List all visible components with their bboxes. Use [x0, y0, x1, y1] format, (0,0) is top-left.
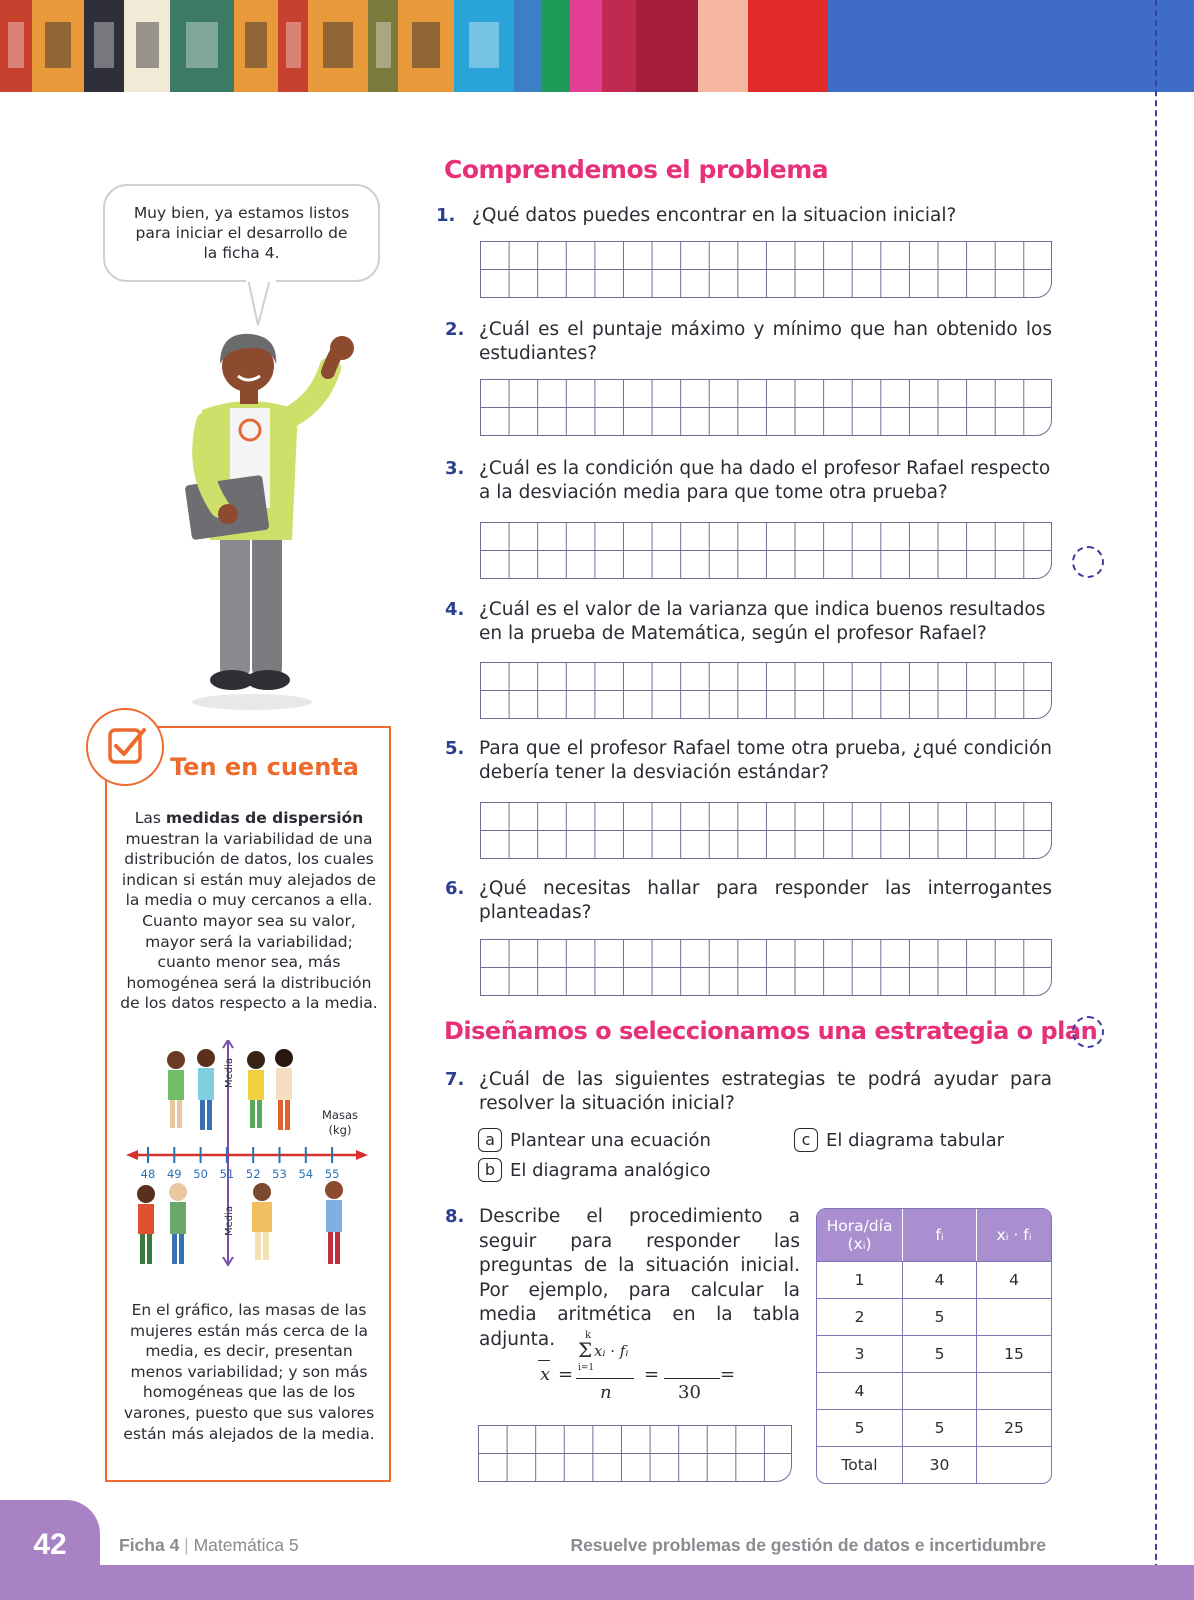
table-cell: 5: [903, 1335, 977, 1372]
table-cell[interactable]: [977, 1446, 1051, 1483]
banner-motif: [323, 22, 353, 68]
axis-tick-label: 49: [166, 1167, 182, 1181]
bubble-tail: [246, 279, 276, 327]
question-6: [445, 877, 1052, 925]
question-number: 7.: [445, 1069, 465, 1090]
table-cell: 5: [903, 1409, 977, 1446]
question-number: 3.: [445, 458, 465, 479]
option-letter: b: [478, 1158, 502, 1182]
xbar-overline: [538, 1360, 550, 1361]
banner-motif: [45, 22, 71, 68]
axis-label-masas: Masas: [322, 1108, 358, 1122]
banner-stripe: [308, 0, 368, 92]
question-number: 2.: [445, 319, 465, 340]
axis-ticks: [141, 1147, 340, 1181]
men-figures: [137, 1181, 343, 1264]
banner-motif: [94, 22, 114, 68]
question-number: 4.: [445, 599, 465, 620]
header-fi: fᵢ: [903, 1209, 977, 1261]
question-number: 5.: [445, 738, 465, 759]
banner-stripe: [278, 0, 308, 92]
textile-banner: [0, 0, 1194, 92]
page-number: 42: [33, 1528, 67, 1561]
banner-stripe: [32, 0, 84, 92]
table-cell: 4: [977, 1261, 1051, 1298]
dispersion-intro: [120, 808, 378, 1014]
banner-motif: [245, 22, 267, 68]
answer-grid-6[interactable]: [480, 939, 1052, 996]
question-text: ¿Cuál es el valor de la varianza que indica buenos resultados en la prueba de Matemática, según el profesor Rafael?: [479, 599, 1046, 644]
footer-ficha: [119, 1535, 299, 1556]
option-c[interactable]: [794, 1128, 1004, 1152]
banner-stripe: [398, 0, 454, 92]
banner-stripe: [368, 0, 398, 92]
option-letter: c: [794, 1128, 818, 1152]
formula-equals: =: [644, 1364, 660, 1385]
banner-stripe: [124, 0, 170, 92]
axis-tick-label: 48: [140, 1167, 156, 1181]
question-1: [436, 204, 1062, 228]
intro-rest: muestran la variabilidad de una distribución de datos, los cuales indican si están muy alejados de la media o muy cercanos a ella. Cuanto mayor sea su valor, mayor será la variabilidad; cuanto menor sea, más homogénea será la distribución de los datos respecto a la media.: [120, 829, 378, 1013]
question-text: Describe el procedimiento a seguir para responder las preguntas de la situación inicial. Por ejemplo, para calcular la media aritmética en la tabla adjunta.: [479, 1206, 800, 1350]
table-cell: 15: [977, 1335, 1051, 1372]
table-cell: 2: [817, 1298, 903, 1335]
banner-stripe: [454, 0, 514, 92]
sum-sign: Σ: [578, 1338, 593, 1362]
section-title-comprendemos: Comprendemos el problema: [444, 155, 829, 184]
ten-en-cuenta-title: Ten en cuenta: [170, 753, 359, 781]
question-5: [445, 737, 1052, 785]
banner-stripe: [0, 0, 32, 92]
table-header-row: [817, 1209, 1051, 1261]
fraction-bar: [576, 1378, 634, 1379]
banner-motif: [376, 22, 391, 68]
fraction-bar-blank: [664, 1378, 720, 1379]
banner-stripe: [828, 0, 1194, 92]
sum-lower: i=1: [578, 1363, 595, 1373]
banner-motif: [469, 22, 499, 68]
header-xifi: xᵢ · fᵢ: [977, 1209, 1051, 1261]
footer-bar: [0, 1565, 1194, 1600]
banner-stripe: [636, 0, 698, 92]
table-cell[interactable]: [977, 1298, 1051, 1335]
table-cell: 1: [817, 1261, 903, 1298]
answer-grid-3[interactable]: [480, 522, 1052, 579]
answer-grid-5[interactable]: [480, 802, 1052, 859]
sum-upper: k: [585, 1330, 592, 1341]
axis-tick-label: 52: [245, 1167, 261, 1181]
dashed-circle-marker: [1072, 546, 1104, 578]
axis-tick-label: 50: [193, 1167, 208, 1181]
question-text: ¿Qué datos puedes encontrar en la situacion inicial?: [472, 205, 957, 226]
table-cell: 5: [903, 1298, 977, 1335]
banner-stripe: [748, 0, 828, 92]
question-4: [445, 598, 1064, 646]
intro-prefix: Las: [134, 809, 166, 827]
question-number: 1.: [436, 205, 456, 226]
axis-tick-label: 51: [219, 1167, 235, 1181]
formula-equals: =: [558, 1364, 574, 1385]
banner-motif: [8, 22, 24, 68]
formula-equals: =: [720, 1364, 736, 1385]
section-title-disenamos: Diseñamos o seleccionamos una estrategia o plan: [444, 1017, 1098, 1045]
banner-motif: [286, 22, 301, 68]
option-text: El diagrama analógico: [510, 1159, 711, 1181]
option-text: El diagrama tabular: [826, 1129, 1005, 1151]
footer-separator: |: [179, 1535, 194, 1555]
formula-denominator: n: [600, 1382, 612, 1403]
banner-stripe: [234, 0, 278, 92]
footer-competency: Resuelve problemas de gestión de datos e incertidumbre: [570, 1535, 1046, 1555]
option-b[interactable]: [478, 1158, 711, 1182]
dispersion-conclusion: En el gráfico, las masas de las mujeres están más cerca de la media, es decir, presentan menos variabilidad; y son más homogéneas que las de los varones, puesto que sus valores están más alejados de la media.: [123, 1301, 375, 1443]
banner-stripe: [170, 0, 234, 92]
bubble-line: Muy bien, ya estamos listos: [133, 204, 350, 222]
table-cell: 30: [903, 1446, 977, 1483]
question-number: 8.: [445, 1206, 465, 1227]
frequency-table: [816, 1208, 1052, 1484]
table-cell[interactable]: [903, 1372, 977, 1409]
media-label-bottom: Media: [224, 1205, 235, 1236]
dashed-circle-marker: [1072, 1016, 1104, 1048]
formula-denominator-30: 30: [678, 1382, 701, 1403]
option-letter: a: [478, 1128, 502, 1152]
table-cell: Total: [817, 1446, 903, 1483]
question-text: ¿Cuál de las siguientes estrategias te podrá ayudar para resolver la situación inicial?: [479, 1069, 1052, 1114]
bubble-line: para iniciar el desarrollo de: [135, 224, 348, 242]
mean-formula: [538, 1330, 748, 1404]
banner-stripe: [542, 0, 570, 92]
banner-motif: [412, 22, 440, 68]
banner-stripe: [84, 0, 124, 92]
axis-tick-label: 53: [272, 1167, 287, 1181]
footer-subject: Matemática 5: [193, 1535, 299, 1555]
checklist-icon: [86, 708, 164, 786]
teacher-illustration: [180, 330, 360, 710]
table-cell: 4: [903, 1261, 977, 1298]
question-text: ¿Cuál es el puntaje máximo y mínimo que han obtenido los estudiantes?: [479, 319, 1052, 364]
axis-tick-label: 55: [324, 1167, 340, 1181]
speech-bubble: [103, 184, 380, 282]
table-cell: 4: [817, 1372, 903, 1409]
table-row: [817, 1298, 1051, 1335]
intro-bold: medidas de dispersión: [165, 809, 364, 827]
table-cell: 5: [817, 1409, 903, 1446]
answer-grid-2[interactable]: [480, 379, 1052, 436]
question-8: [445, 1205, 800, 1352]
option-text: Plantear una ecuación: [510, 1129, 711, 1151]
question-number: 6.: [445, 878, 465, 899]
question-text: ¿Cuál es la condición que ha dado el profesor Rafael respecto a la desviación media para que tome otra prueba?: [479, 458, 1051, 503]
question-3: [445, 457, 1057, 505]
banner-stripe: [698, 0, 748, 92]
banner-motif: [136, 22, 159, 68]
media-label-top: Media: [224, 1057, 235, 1088]
bubble-line: la ficha 4.: [203, 244, 280, 262]
question-2: [445, 318, 1052, 366]
axis-label-kg: (kg): [328, 1123, 352, 1137]
formula-xbar: x: [540, 1364, 551, 1385]
table-cell: 3: [817, 1335, 903, 1372]
mass-number-line: [118, 1040, 380, 1290]
axis-tick-label: 54: [298, 1167, 314, 1181]
banner-stripe: [602, 0, 636, 92]
answer-grid-1[interactable]: [480, 241, 1052, 298]
banner-stripe: [570, 0, 602, 92]
header-hora: Hora/día (xᵢ): [817, 1209, 903, 1261]
table-cell[interactable]: [977, 1372, 1051, 1409]
option-a[interactable]: [478, 1128, 711, 1152]
table-row: [817, 1372, 1051, 1409]
footer-ficha-label: Ficha 4: [119, 1535, 180, 1555]
question-text: Para que el profesor Rafael tome otra prueba, ¿qué condición debería tener la desviación estándar?: [479, 738, 1052, 783]
question-7: [445, 1068, 1052, 1116]
banner-stripe: [514, 0, 542, 92]
banner-motif: [186, 22, 218, 68]
table-row: [817, 1335, 1051, 1372]
table-row: [817, 1446, 1051, 1483]
answer-grid-8[interactable]: [478, 1425, 792, 1482]
sum-term: xᵢ · fᵢ: [594, 1342, 629, 1360]
table-row: [817, 1409, 1051, 1446]
question-text: ¿Qué necesitas hallar para responder las interrogantes planteadas?: [479, 878, 1052, 923]
cut-line: [1155, 0, 1157, 1600]
answer-grid-4[interactable]: [480, 662, 1052, 719]
table-row: [817, 1261, 1051, 1298]
table-cell: 25: [977, 1409, 1051, 1446]
